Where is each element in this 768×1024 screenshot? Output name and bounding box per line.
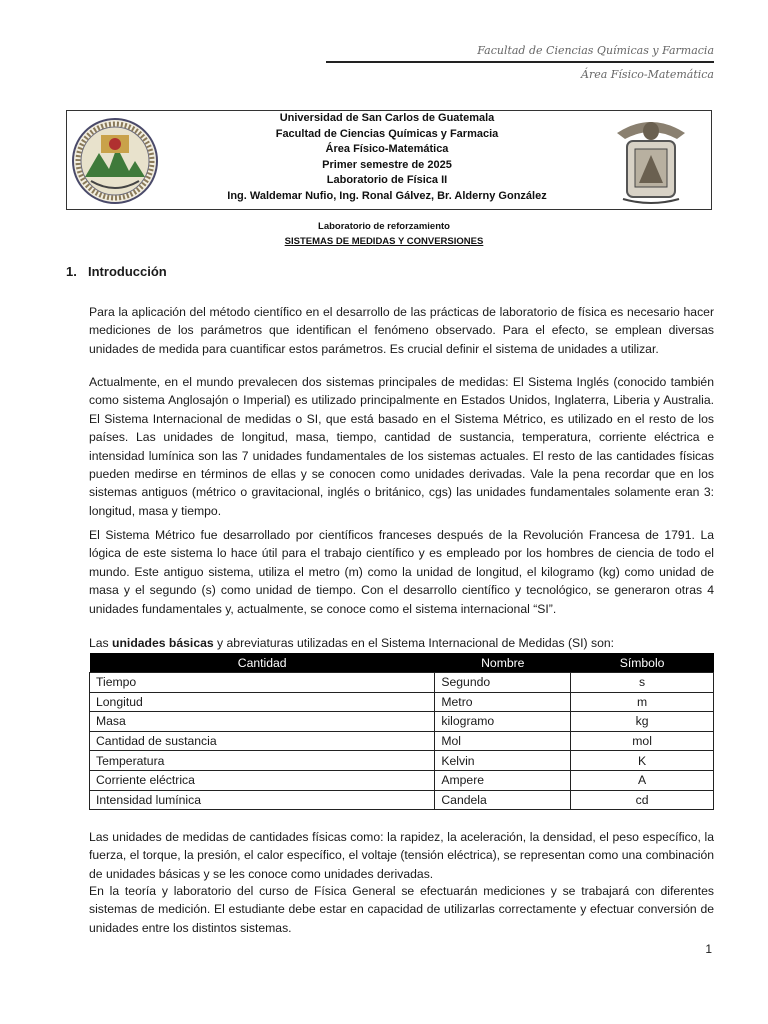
header-line-university: Universidad de San Carlos de Guatemala: [279, 112, 495, 124]
paragraph-derived-units: Las unidades de medidas de cantidades físicas como: la rapidez, la aceleración, la densidad, el peso específico, la fuerza, el torque, la presión, el calor específico, el voltaje (tensión eléctrica), se representan como una combinación de unidades básicas y se les conoce como unidades derivadas.: [89, 830, 714, 881]
table-intro: [89, 636, 614, 650]
section-heading: [66, 264, 167, 279]
running-header-faculty: Facultad de Ciencias Químicas y Farmacia: [477, 44, 714, 57]
table-row: [90, 790, 714, 810]
cell-symbol: m: [571, 692, 714, 712]
header-rule: [326, 61, 714, 63]
table-row: [90, 712, 714, 732]
column-header-nombre: Nombre: [435, 653, 571, 673]
institution-header-box: [66, 110, 712, 210]
cell-quantity: Masa: [90, 712, 435, 732]
document-title: SISTEMAS DE MEDIDAS Y CONVERSIONES: [284, 236, 484, 247]
university-seal-icon: [71, 117, 159, 205]
cell-symbol: mol: [571, 731, 714, 751]
paragraph-metric-system: El Sistema Métrico fue desarrollado por científicos franceses después de la Revolución Francesa de 1791. La lógica de este sistema lo hace útil para el trabajo científico y es empleado por los hombres de ciencia de todo el mundo. Este antiguo sistema, utiliza el metro (m) como la unidad de longitud, el kilogramo (kg) como unidad de masa y el segundo (s) como unidad de tiempo. Con el desarrollo científico y tecnológico, se generaron otras 4 unidades fundamentales y, actualmente, se conoce como el sistema internacional “SI”.: [89, 528, 714, 616]
cell-symbol: K: [571, 751, 714, 771]
header-line-instructors: Ing. Waldemar Nufio, Ing. Ronal Gálvez, Br. Alderny González: [227, 189, 547, 202]
institution-header-lines: [167, 111, 607, 204]
table-row: [90, 731, 714, 751]
cell-unit-name: Segundo: [435, 673, 571, 693]
cell-quantity: Longitud: [90, 692, 435, 712]
si-units-table: [89, 653, 714, 810]
column-header-simbolo: Símbolo: [571, 653, 714, 673]
table-row: [90, 692, 714, 712]
table-intro-bold: unidades básicas: [112, 636, 214, 650]
section-number: 1.: [66, 264, 77, 279]
cell-symbol: s: [571, 673, 714, 693]
page-number: 1: [705, 942, 712, 956]
cell-quantity: Intensidad lumínica: [90, 790, 435, 810]
table-row: [90, 751, 714, 771]
section-title: Introducción: [88, 264, 167, 279]
paragraph-systems: Actualmente, en el mundo prevalecen dos sistemas principales de medidas: El Sistema Inglés (conocido también como sistema Anglosajón o Imperial) es utilizado principalmente en Estados Unidos, Inglaterra, Liberia y Australia. El Sistema Internacional de medidas o SI, que está basado en el Sistema Métrico, es utilizado en el resto de los países. Las unidades de longitud, masa, tiempo, cantidad de sustancia, temperatura, corriente eléctrica e intensidad lumínica son las 7 unidades fundamentales de los sistemas actuales. El resto de las cantidades físicas pueden medirse en términos de ellas y se conocen como unidades derivadas. Vale la pena recordar que en los sistemas antiguos (métrico o gravitacional, inglés o británico, cgs) las unidades fundamentales solamente eran 3: longitud, masa y tiempo.: [89, 375, 714, 518]
cell-symbol: A: [571, 770, 714, 790]
cell-unit-name: Ampere: [435, 770, 571, 790]
cell-quantity: Cantidad de sustancia: [90, 731, 435, 751]
cell-unit-name: Candela: [435, 790, 571, 810]
cell-quantity: Corriente eléctrica: [90, 770, 435, 790]
cell-unit-name: Mol: [435, 731, 571, 751]
cell-unit-name: kilogramo: [435, 712, 571, 732]
header-line-semester: Primer semestre de 2025: [322, 158, 452, 171]
column-header-cantidad: Cantidad: [90, 653, 435, 673]
running-header: [477, 44, 714, 57]
table-intro-pre: Las: [89, 636, 113, 650]
paragraph-measurement-systems: En la teoría y laboratorio del curso de Física General se efectuarán mediciones y se trabajará con diferentes sistemas de medición. El estudiante debe estar en capacidad de utilizarlas correctamente y efectuar conversión de unidades entre los distintos sistemas.: [89, 884, 714, 935]
table-row: [90, 770, 714, 790]
header-line-area: Área Físico-Matemática: [325, 143, 449, 155]
header-line-faculty: Facultad de Ciencias Químicas y Farmacia: [275, 127, 499, 140]
cell-symbol: kg: [571, 712, 714, 732]
document-subtitle: Laboratorio de reforzamiento: [318, 221, 450, 232]
faculty-crest-icon: [609, 115, 693, 207]
cell-quantity: Tiempo: [90, 673, 435, 693]
paragraph-intro: Para la aplicación del método científico en el desarrollo de las prácticas de laboratorio de física es necesario hacer mediciones de los parámetros que identifican el fenómeno observado. Para el efecto, se emplean diversas unidades de medida para cuantificar estos parámetros. Es crucial definir el sistema de unidades a utilizar.: [89, 305, 714, 356]
cell-symbol: cd: [571, 790, 714, 810]
table-header-row: [90, 653, 714, 673]
table-intro-post: y abreviaturas utilizadas en el Sistema Internacional de Medidas (SI) son:: [213, 636, 615, 650]
table-row: [90, 673, 714, 693]
cell-quantity: Temperatura: [90, 751, 435, 771]
cell-unit-name: Metro: [435, 692, 571, 712]
running-header-area: Área Físico-Matemática: [581, 68, 714, 81]
cell-unit-name: Kelvin: [435, 751, 571, 771]
header-line-lab: Laboratorio de Física II: [326, 174, 448, 186]
